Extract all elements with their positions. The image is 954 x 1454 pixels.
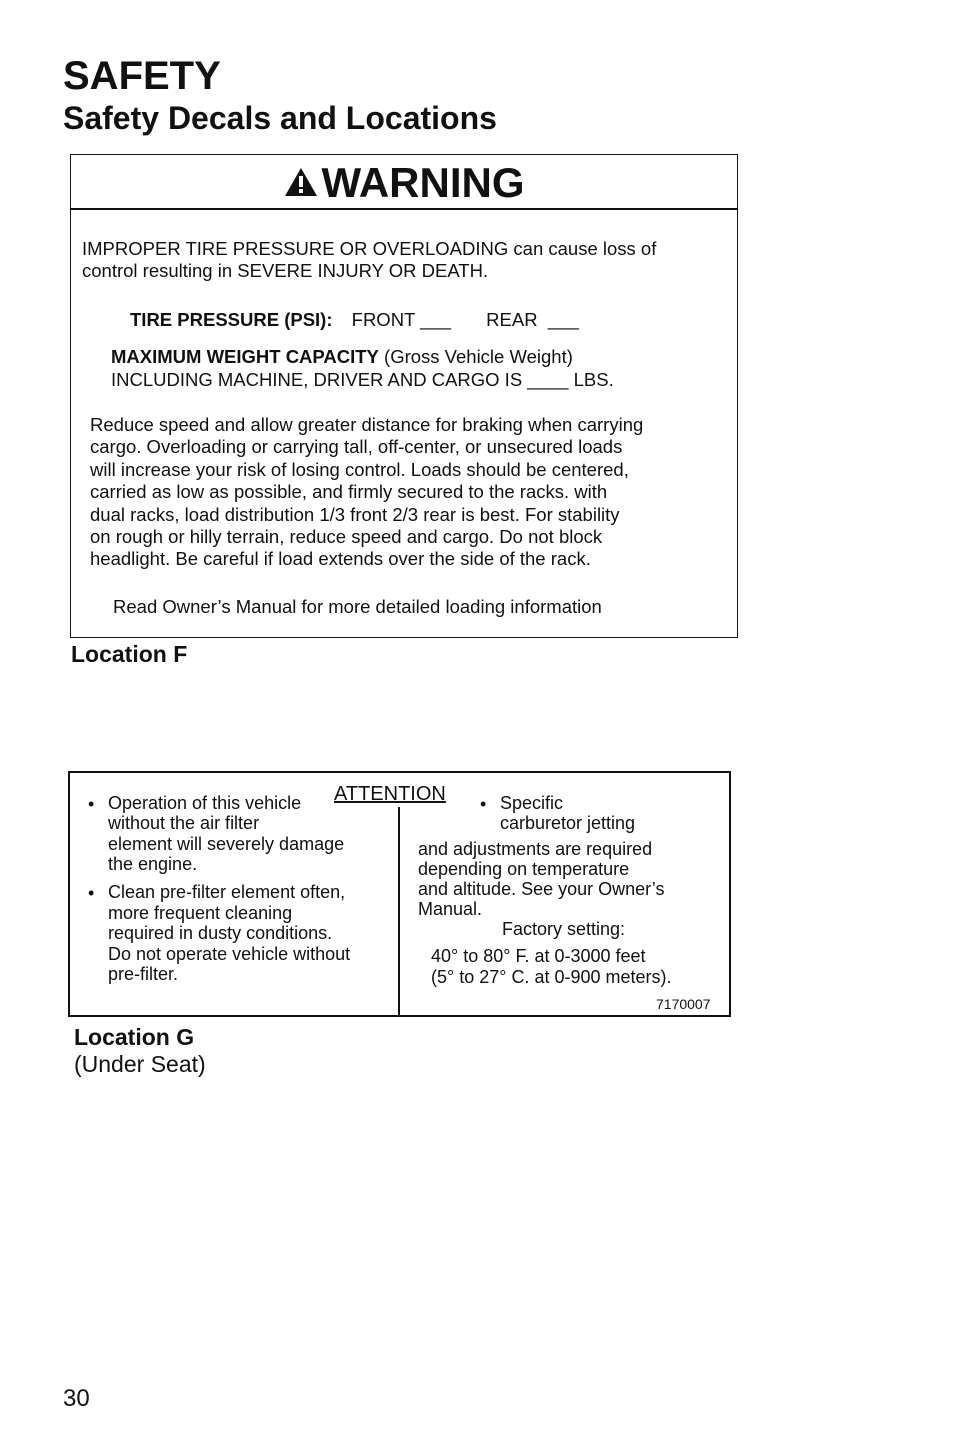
location-f-label: Location F (71, 641, 188, 667)
section-title: SAFETY (63, 54, 221, 98)
max-weight-label: MAXIMUM WEIGHT CAPACITY (111, 346, 379, 367)
attention-left-line: required in dusty conditions. (108, 923, 333, 943)
attention-right-line: depending on temperature (418, 859, 630, 879)
tire-pressure-front: FRONT ___ (351, 309, 452, 330)
attention-heading: ATTENTION (334, 783, 446, 805)
warning-footer: Read Owner’s Manual for more detailed loading information (113, 596, 602, 617)
warning-heading: WARNING (321, 159, 525, 206)
location-g-note: (Under Seat) (74, 1051, 206, 1077)
setting-celsius: (5° to 27° C. at 0-900 meters). (431, 967, 672, 987)
attention-right-line: and altitude. See your Owner’s (418, 879, 665, 899)
tire-pressure-label: TIRE PRESSURE (PSI): (130, 309, 333, 330)
bullet-icon: • (88, 883, 95, 903)
warning-intro-line: IMPROPER TIRE PRESSURE OR OVERLOADING can cause loss of (82, 238, 657, 259)
setting-fahrenheit: 40° to 80° F. at 0-3000 feet (431, 946, 646, 966)
decal-part-number: 7170007 (656, 996, 711, 1012)
warning-body-line: Reduce speed and allow greater distance for braking when carrying (90, 414, 644, 435)
attention-left-line: more frequent cleaning (108, 903, 293, 923)
warning-body-line: cargo. Overloading or carrying tall, off-center, or unsecured loads (90, 436, 623, 457)
page-title: Safety Decals and Locations (63, 100, 497, 136)
attention-left-line: Clean pre-filter element often, (108, 882, 346, 902)
warning-body-line: carried as low as possible, and firmly secured to the racks. with (90, 481, 608, 502)
warning-body-line: headlight. Be careful if load extends over the side of the rack. (90, 548, 591, 569)
location-g-label: Location G (74, 1024, 195, 1050)
attention-left-line: pre-filter. (108, 964, 179, 984)
attention-right-line: carburetor jetting (500, 813, 636, 833)
page-number: 30 (63, 1385, 90, 1412)
attention-right-line: Specific (500, 793, 564, 813)
attention-left-line: Do not operate vehicle without (108, 944, 351, 964)
warning-body-line: on rough or hilly terrain, reduce speed and cargo. Do not block (90, 526, 603, 547)
warning-triangle-icon (284, 167, 318, 197)
attention-left-line: the engine. (108, 854, 198, 874)
tire-pressure-rear: REAR ___ (486, 309, 579, 330)
decal-divider (398, 807, 400, 1017)
warning-header (71, 155, 737, 210)
attention-right-line: Manual. (418, 899, 483, 919)
bullet-icon: • (88, 794, 95, 814)
tire-pressure-row (130, 309, 579, 331)
attention-left-line: without the air filter (108, 813, 260, 833)
max-weight-note: (Gross Vehicle Weight) (384, 346, 573, 367)
warning-body-line: will increase your risk of losing control. Loads should be centered, (90, 459, 629, 480)
attention-right-line: and adjustments are required (418, 839, 653, 859)
warning-intro-line: control resulting in SEVERE INJURY OR DEATH. (82, 260, 489, 281)
max-weight-line: INCLUDING MACHINE, DRIVER AND CARGO IS ____ LBS. (111, 369, 614, 390)
attention-left-line: Operation of this vehicle (108, 793, 302, 813)
warning-body-line: dual racks, load distribution 1/3 front 2/3 rear is best. For stability (90, 504, 620, 525)
max-weight-row (111, 346, 573, 368)
factory-setting-label: Factory setting: (502, 919, 626, 939)
bullet-icon: • (480, 794, 487, 814)
attention-decal (68, 771, 731, 1017)
attention-left-line: element will severely damage (108, 834, 345, 854)
warning-decal (70, 154, 738, 638)
